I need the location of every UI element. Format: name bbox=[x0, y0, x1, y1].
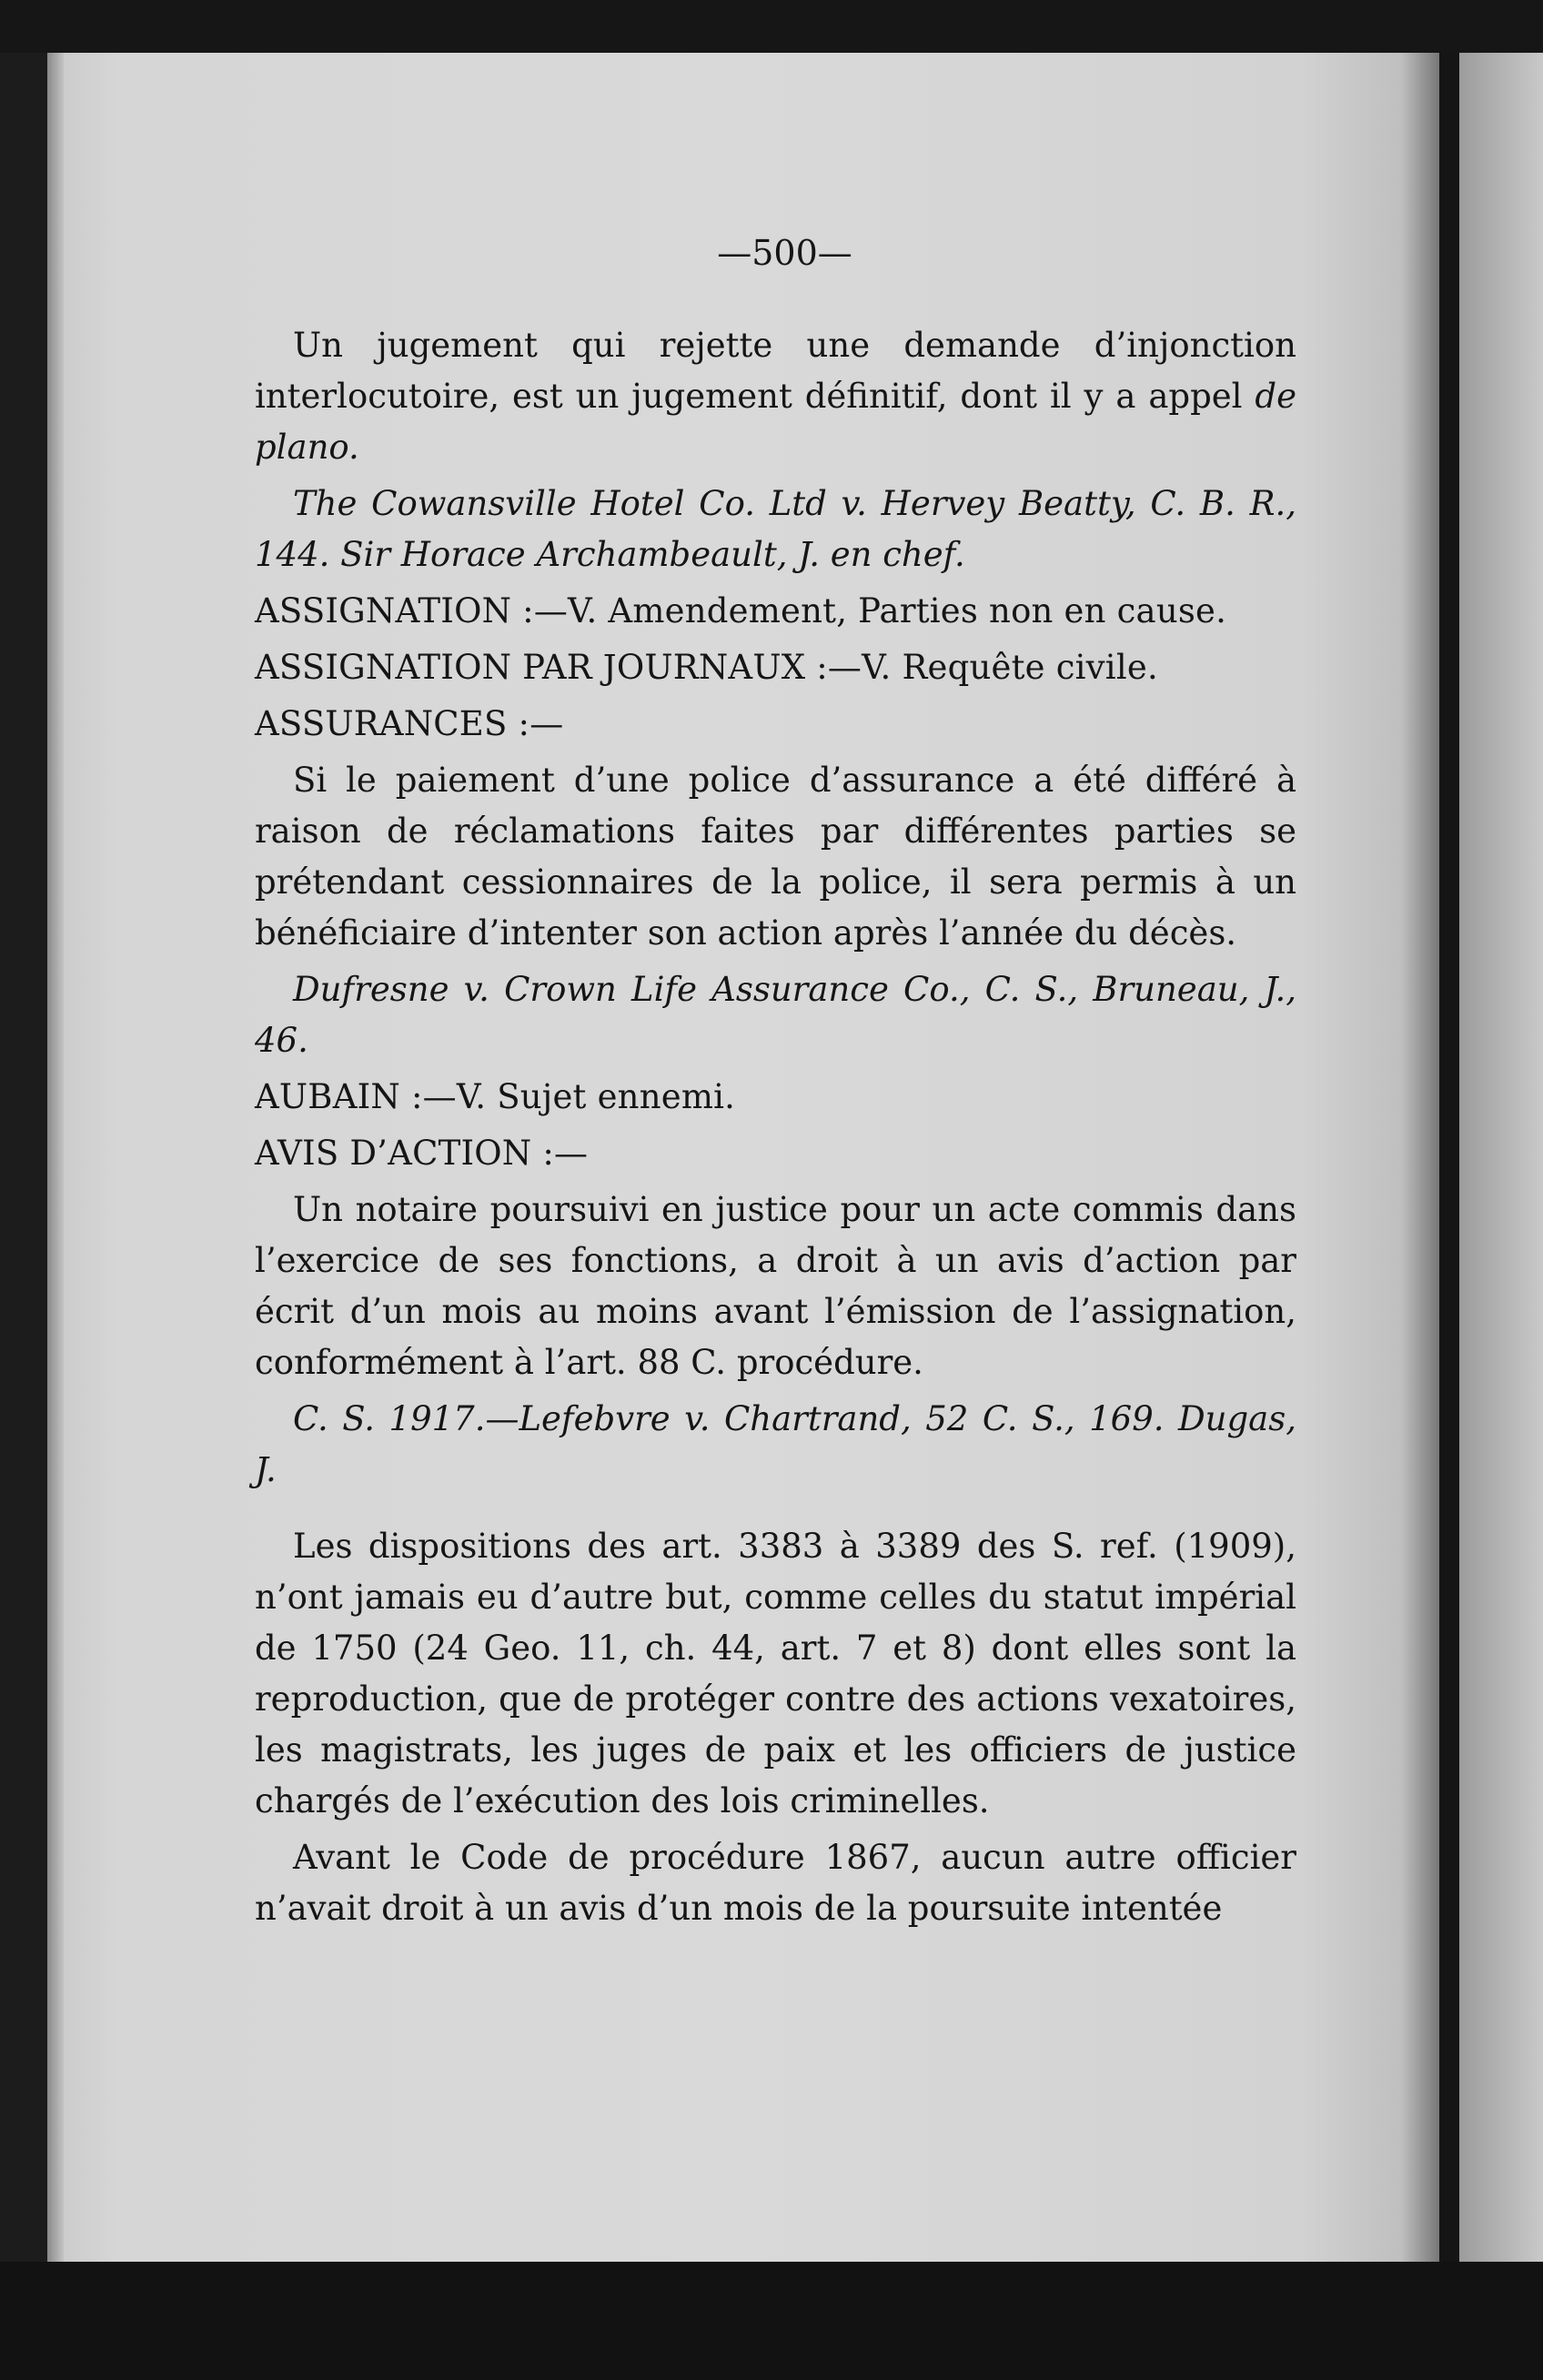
heading-aubain: AUBAIN :—V. Sujet ennemi. bbox=[255, 1077, 736, 1116]
entry-injonction-italic: de plano. bbox=[255, 377, 1296, 467]
entry-notaire-text: Un notaire poursuivi en justice pour un acte commis dans l’exercice de ses fonctions, a droit à un avis d’action par écrit d’un mois au moins avant l’émission de l’assignation, conformément à l’art. 88 C. procédure. bbox=[255, 1190, 1296, 1382]
heading-avis-d-action: AVIS D’ACTION :— bbox=[255, 1134, 589, 1173]
book-gutter bbox=[1439, 53, 1459, 2262]
entry-assurances-text: Si le paiement d’une police d’assurance a été différé à raison de réclamations faites par différentes parties se prétendant cessionnaires de la police, il sera permis à un bénéficiaire d’intenter son action après l’année du décès. bbox=[255, 761, 1296, 953]
next-page-edge bbox=[1459, 53, 1543, 2262]
citation-dufresne: Dufresne v. Crown Life Assurance Co., C. S., Bruneau, J., 46. bbox=[255, 970, 1296, 1060]
entry-dispositions-text: Les dispositions des art. 3383 à 3389 des S. ref. (1909), n’ont jamais eu d’autre but, comme celles du statut impérial de 1750 (24 Geo. 11, ch. 44, art. 7 et 8) dont elles sont la reproduction, que de protéger contre des actions vexatoires, les magistrats, les juges de paix et les officiers de justice chargés de l’exécution des lois criminelles. bbox=[255, 1527, 1296, 1820]
scan-frame-bottom bbox=[0, 2262, 1543, 2380]
entry-injonction-text bbox=[255, 320, 1296, 473]
citation-lefebvre: C. S. 1917.—Lefebvre v. Chartrand, 52 C. S., 169. Dugas, J. bbox=[255, 1399, 1296, 1489]
entry-injonction-body: Un jugement qui rejette une demande d’injonction interlocutoire, est un jugement définitif, dont il y a appel bbox=[255, 326, 1296, 416]
page-content bbox=[255, 227, 1296, 1940]
citation-cowansville: The Cowansville Hotel Co. Ltd v. Hervey Beatty, C. B. R., 144. Sir Horace Archambeault, J. en chef. bbox=[255, 484, 1296, 574]
heading-assurances: ASSURANCES :— bbox=[255, 704, 564, 743]
page-number: —500— bbox=[717, 233, 852, 273]
heading-assignation: ASSIGNATION :—V. Amendement, Parties non en cause. bbox=[255, 591, 1227, 630]
spine-shadow bbox=[1401, 53, 1439, 2262]
page-edge-left bbox=[47, 53, 64, 2262]
entry-code-procedure-text: Avant le Code de procédure 1867, aucun autre officier n’avait droit à un avis d’un mois de la poursuite intentée bbox=[255, 1838, 1296, 1928]
scan-frame-top bbox=[0, 0, 1543, 53]
heading-assignation-par-journaux: ASSIGNATION PAR JOURNAUX :—V. Requête civile. bbox=[255, 648, 1158, 687]
